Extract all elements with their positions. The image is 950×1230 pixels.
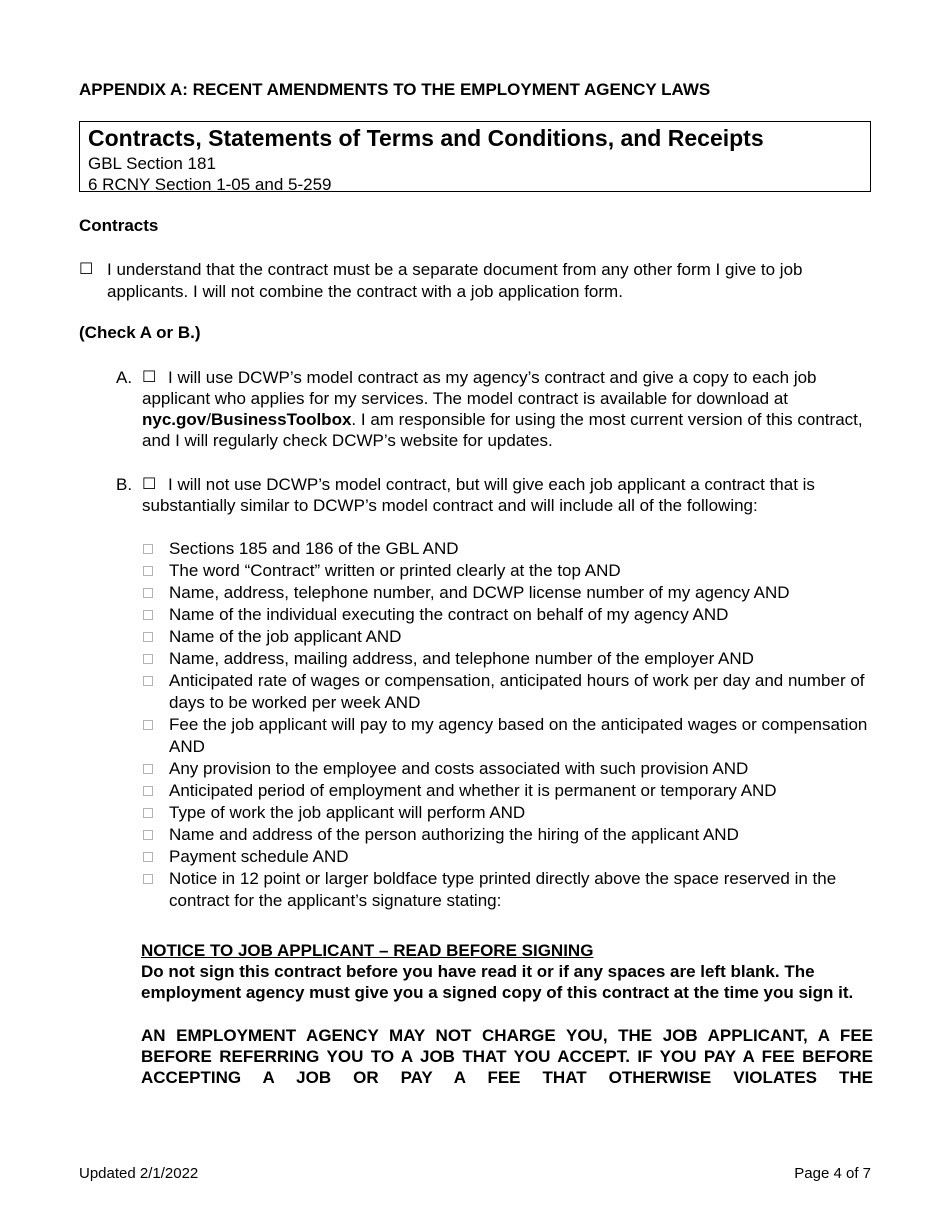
list-item: Anticipated period of employment and whether it is permanent or temporary AND <box>142 780 872 802</box>
checkbox-icon[interactable] <box>143 808 153 818</box>
checkbox-icon[interactable] <box>143 632 153 642</box>
title-box <box>79 121 871 192</box>
option-b-letter: B. <box>116 475 133 494</box>
list-item: Payment schedule AND <box>142 846 872 868</box>
appendix-title: APPENDIX A: RECENT AMENDMENTS TO THE EMPLOYMENT AGENCY LAWS <box>79 80 711 99</box>
option-a-checkbox-icon[interactable]: ☐ <box>142 369 157 386</box>
option-b <box>116 474 866 516</box>
checkbox-icon[interactable] <box>143 764 153 774</box>
notice-block <box>141 940 873 1088</box>
checkbox-icon[interactable] <box>143 874 153 884</box>
notice-paragraph: Do not sign this contract before you have read it or if any spaces are left blank. The employment agency must give you a signed copy of this contract at the time you sign it. <box>141 962 854 1002</box>
updated-date: Updated 2/1/2022 <box>79 1165 199 1182</box>
option-a-letter: A. <box>116 368 133 387</box>
list-item: Notice in 12 point or larger boldface type printed directly above the space reserved in the contract for the applicant’s signature stating: <box>142 868 872 912</box>
rcny-reference: 6 RCNY Section 1-05 and 5-259 <box>88 175 332 194</box>
list-item: Sections 185 and 186 of the GBL AND <box>142 538 872 560</box>
checkbox-icon[interactable] <box>143 676 153 686</box>
contract-requirements-list <box>142 538 872 912</box>
download-link[interactable]: nyc.gov/BusinessToolbox <box>142 410 352 429</box>
option-a-text: I will use DCWP’s model contract as my agency’s contract and give a copy to each job applicant who applies for my services. The model contract is available for download at nyc.gov/BusinessToolbox. I am responsible for using the most current version of this contract, and I will regularly check DCWP’s website for updates. <box>142 368 863 450</box>
list-item: Name, address, telephone number, and DCWP license number of my agency AND <box>142 582 872 604</box>
checkbox-icon[interactable] <box>143 588 153 598</box>
document-title: Contracts, Statements of Terms and Conditions, and Receipts <box>88 125 764 151</box>
checkbox-icon[interactable] <box>143 786 153 796</box>
checkbox-icon[interactable] <box>143 654 153 664</box>
checkbox-icon[interactable] <box>143 720 153 730</box>
list-item: Name and address of the person authorizing the hiring of the applicant AND <box>142 824 872 846</box>
gbl-reference: GBL Section 181 <box>88 154 216 173</box>
page-number: Page 4 of 7 <box>794 1165 871 1182</box>
checkbox-icon[interactable] <box>143 544 153 554</box>
notice-fee-paragraph: AN EMPLOYMENT AGENCY MAY NOT CHARGE YOU, THE JOB APPLICANT, A FEE BEFORE REFERRING YOU TO A JOB THAT YOU ACCEPT. IF YOU PAY A FEE BEFORE ACCEPTING A JOB OR PAY A FEE THAT OTHERWISE VIOLATES THE <box>141 1026 873 1087</box>
list-item: Type of work the job applicant will perform AND <box>142 802 872 824</box>
list-item: Any provision to the employee and costs associated with such provision AND <box>142 758 872 780</box>
section-heading-contracts: Contracts <box>79 216 159 235</box>
list-item: Name of the job applicant AND <box>142 626 872 648</box>
check-instruction: (Check A or B.) <box>79 323 201 342</box>
separate-document-text: I understand that the contract must be a separate document from any other form I give to job applicants. I will not combine the contract with a job application form. <box>107 260 803 301</box>
checkbox-icon[interactable] <box>143 830 153 840</box>
option-b-text: I will not use DCWP’s model contract, but will give each job applicant a contract that is substantially similar to DCWP’s model contract and will include all of the following: <box>142 475 815 515</box>
option-b-checkbox-icon[interactable]: ☐ <box>142 476 157 493</box>
checkbox-icon[interactable] <box>143 610 153 620</box>
list-item: Anticipated rate of wages or compensation, anticipated hours of work per day and number of days to be worked per week AND <box>142 670 872 714</box>
list-item: Fee the job applicant will pay to my agency based on the anticipated wages or compensation AND <box>142 714 872 758</box>
checkbox-icon[interactable] <box>143 566 153 576</box>
option-a <box>116 367 866 451</box>
list-item: The word “Contract” written or printed clearly at the top AND <box>142 560 872 582</box>
checkbox-icon[interactable]: ☐ <box>79 261 94 278</box>
list-item: Name, address, mailing address, and telephone number of the employer AND <box>142 648 872 670</box>
checkbox-icon[interactable] <box>143 852 153 862</box>
notice-heading: NOTICE TO JOB APPLICANT – READ BEFORE SIGNING <box>141 941 594 960</box>
list-item: Name of the individual executing the contract on behalf of my agency AND <box>142 604 872 626</box>
separate-document-item <box>79 259 874 303</box>
